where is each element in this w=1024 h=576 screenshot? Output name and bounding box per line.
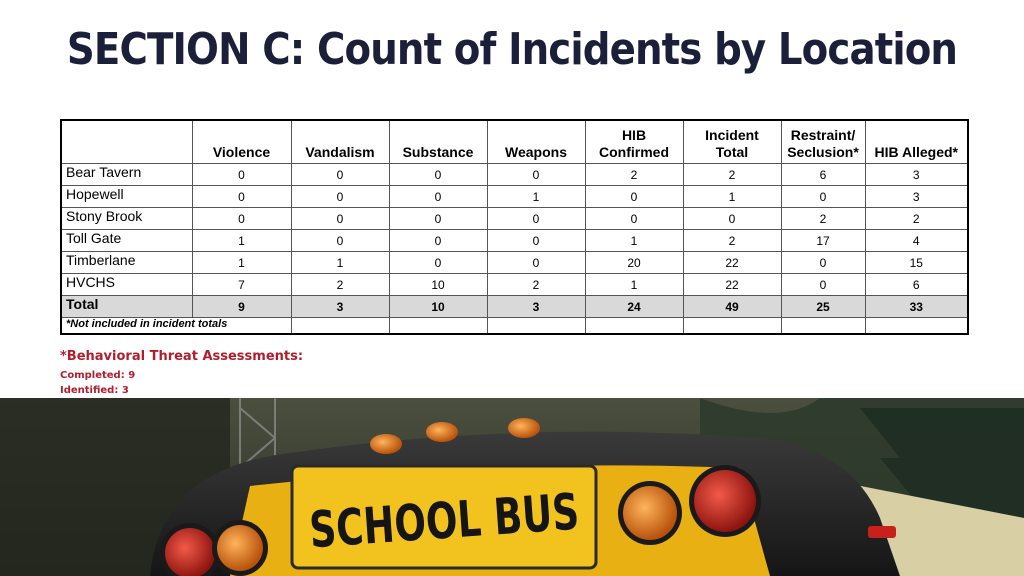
- school-bus-photo: [0, 398, 1024, 576]
- value-cell: 2: [585, 164, 683, 186]
- value-cell: 6: [781, 164, 865, 186]
- header-cell: [61, 120, 192, 164]
- value-cell: 0: [389, 186, 487, 208]
- empty-cell: [389, 318, 487, 335]
- value-cell: 6: [865, 274, 968, 296]
- value-cell: 0: [585, 208, 683, 230]
- value-cell: 4: [865, 230, 968, 252]
- total-cell: 33: [865, 296, 968, 318]
- header-cell: Substance: [389, 120, 487, 164]
- value-cell: 0: [192, 208, 291, 230]
- value-cell: 22: [683, 252, 781, 274]
- empty-cell: [291, 318, 389, 335]
- header-cell: HIB Alleged*: [865, 120, 968, 164]
- header-cell: Incident Total: [683, 120, 781, 164]
- empty-cell: [865, 318, 968, 335]
- location-cell: Bear Tavern: [61, 164, 192, 186]
- table-row: [61, 186, 968, 208]
- value-cell: 0: [781, 252, 865, 274]
- total-cell: 9: [192, 296, 291, 318]
- amber-warning-light: [217, 525, 263, 571]
- total-row: [61, 296, 968, 318]
- value-cell: 15: [865, 252, 968, 274]
- header-cell: HIB Confirmed: [585, 120, 683, 164]
- value-cell: 0: [683, 208, 781, 230]
- value-cell: 17: [781, 230, 865, 252]
- total-label: Total: [61, 296, 192, 318]
- value-cell: 2: [781, 208, 865, 230]
- value-cell: 3: [865, 186, 968, 208]
- table-row: [61, 230, 968, 252]
- location-cell: Stony Brook: [61, 208, 192, 230]
- value-cell: 0: [291, 230, 389, 252]
- sign-text: SCHOOL BUS: [307, 476, 675, 560]
- value-cell: 2: [865, 208, 968, 230]
- value-cell: 7: [192, 274, 291, 296]
- value-cell: 2: [291, 274, 389, 296]
- value-cell: 3: [865, 164, 968, 186]
- total-cell: 3: [291, 296, 389, 318]
- value-cell: 0: [781, 274, 865, 296]
- red-warning-light: [165, 528, 215, 576]
- incidents-table: [60, 119, 969, 335]
- total-cell: 24: [585, 296, 683, 318]
- value-cell: 2: [487, 274, 585, 296]
- bta-completed: Completed: 9: [60, 370, 136, 381]
- value-cell: 20: [585, 252, 683, 274]
- value-cell: 0: [291, 186, 389, 208]
- bta-heading: *Behavioral Threat Assessments:: [60, 349, 304, 364]
- red-warning-light: [694, 470, 756, 532]
- value-cell: 1: [192, 230, 291, 252]
- value-cell: 1: [683, 186, 781, 208]
- value-cell: 0: [192, 164, 291, 186]
- value-cell: 0: [487, 230, 585, 252]
- value-cell: 1: [487, 186, 585, 208]
- header-cell: Restraint/ Seclusion*: [781, 120, 865, 164]
- amber-clearance-light: [370, 434, 402, 454]
- value-cell: 10: [389, 274, 487, 296]
- value-cell: 1: [585, 230, 683, 252]
- value-cell: 0: [389, 230, 487, 252]
- note-row: [61, 318, 968, 335]
- value-cell: 0: [487, 208, 585, 230]
- table-row: [61, 164, 968, 186]
- location-cell: Hopewell: [61, 186, 192, 208]
- amber-clearance-light: [426, 422, 458, 442]
- table-header-row: [61, 120, 968, 164]
- reflector: [868, 526, 896, 538]
- empty-cell: [683, 318, 781, 335]
- value-cell: 0: [585, 186, 683, 208]
- total-cell: 49: [683, 296, 781, 318]
- empty-cell: [487, 318, 585, 335]
- value-cell: 2: [683, 230, 781, 252]
- amber-warning-light: [623, 486, 677, 540]
- empty-cell: [781, 318, 865, 335]
- location-cell: Timberlane: [61, 252, 192, 274]
- value-cell: 0: [781, 186, 865, 208]
- value-cell: 0: [192, 186, 291, 208]
- table-row: [61, 252, 968, 274]
- location-cell: HVCHS: [61, 274, 192, 296]
- header-cell: Vandalism: [291, 120, 389, 164]
- table-footnote: *Not included in incident totals: [61, 318, 291, 335]
- value-cell: 0: [487, 252, 585, 274]
- value-cell: 1: [192, 252, 291, 274]
- table-row: [61, 274, 968, 296]
- total-cell: 25: [781, 296, 865, 318]
- value-cell: 0: [291, 164, 389, 186]
- amber-clearance-light: [508, 418, 540, 438]
- value-cell: 2: [683, 164, 781, 186]
- value-cell: 0: [389, 252, 487, 274]
- header-cell: Violence: [192, 120, 291, 164]
- value-cell: 1: [291, 252, 389, 274]
- header-cell: Weapons: [487, 120, 585, 164]
- value-cell: 0: [389, 164, 487, 186]
- value-cell: 1: [585, 274, 683, 296]
- location-cell: Toll Gate: [61, 230, 192, 252]
- total-cell: 10: [389, 296, 487, 318]
- bta-identified: Identified: 3: [60, 385, 129, 396]
- value-cell: 0: [487, 164, 585, 186]
- table-row: [61, 208, 968, 230]
- total-cell: 3: [487, 296, 585, 318]
- value-cell: 0: [389, 208, 487, 230]
- page-title: SECTION C: Count of Incidents by Location: [66, 24, 958, 75]
- value-cell: 22: [683, 274, 781, 296]
- value-cell: 0: [291, 208, 389, 230]
- empty-cell: [585, 318, 683, 335]
